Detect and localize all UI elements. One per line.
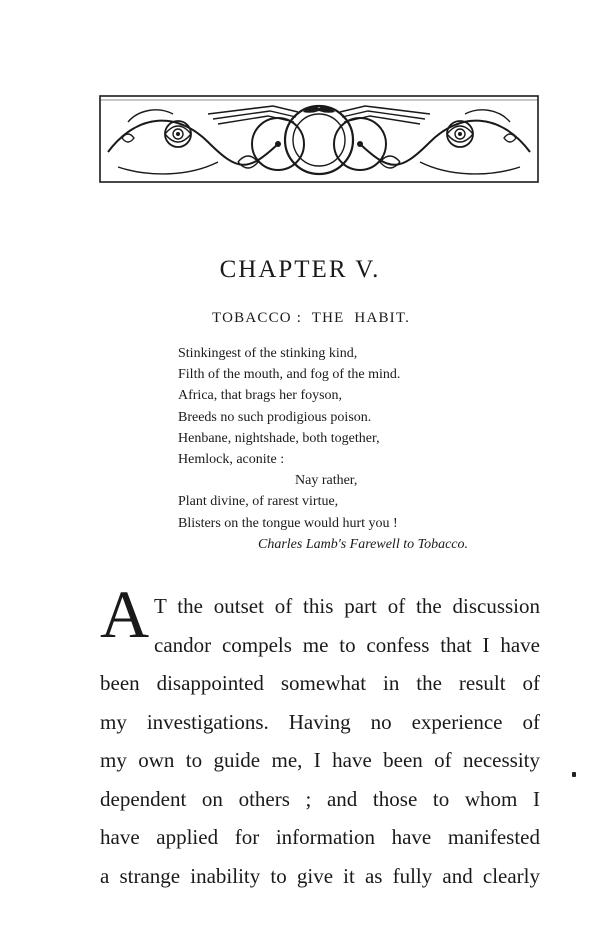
epigraph [178,343,538,555]
scrollwork-headpiece-icon [98,92,540,186]
body-paragraph [100,576,540,895]
body-line: T the outset of this part of the discussion [154,594,540,618]
margin-mark [572,772,576,777]
body-line: candor compels me to confess that I have [154,632,540,657]
epigraph-line: Filth of the mouth, and fog of the mind. [178,367,401,383]
epigraph-line: Henbane, nightshade, both together, [178,430,380,446]
epigraph-line: Africa, that brags her foyson, [178,388,343,404]
epigraph-line: Plant divine, of rarest virtue, [178,494,339,510]
body-line: my investigations. Having no experience of [100,709,540,734]
epigraph-line: Breeds no such prodigious poison. [178,409,372,425]
body-line: a strange inability to give it as fully and clearly [100,863,540,888]
drop-cap: A [100,576,150,652]
section-title: TOBACCO : THE HABIT. [212,310,411,326]
epigraph-line: Nay rather, [295,473,358,489]
chapter-title: CHAPTER V. [219,256,381,283]
epigraph-line: Hemlock, aconite : [178,452,285,468]
epigraph-line: Stinkingest of the stinking kind, [178,346,358,361]
body-line: my own to guide me, I have been of necessity [100,748,540,772]
body-line: have applied for information have manifested [100,825,540,849]
body-line: been disappointed somewhat in the result of [100,671,540,695]
epigraph-attribution: Charles Lamb's Farewell to Tobacco. [258,536,469,552]
epigraph-line: Blisters on the tongue would hurt you ! [178,515,398,531]
body-line: dependent on others ; and those to whom I [100,786,540,811]
